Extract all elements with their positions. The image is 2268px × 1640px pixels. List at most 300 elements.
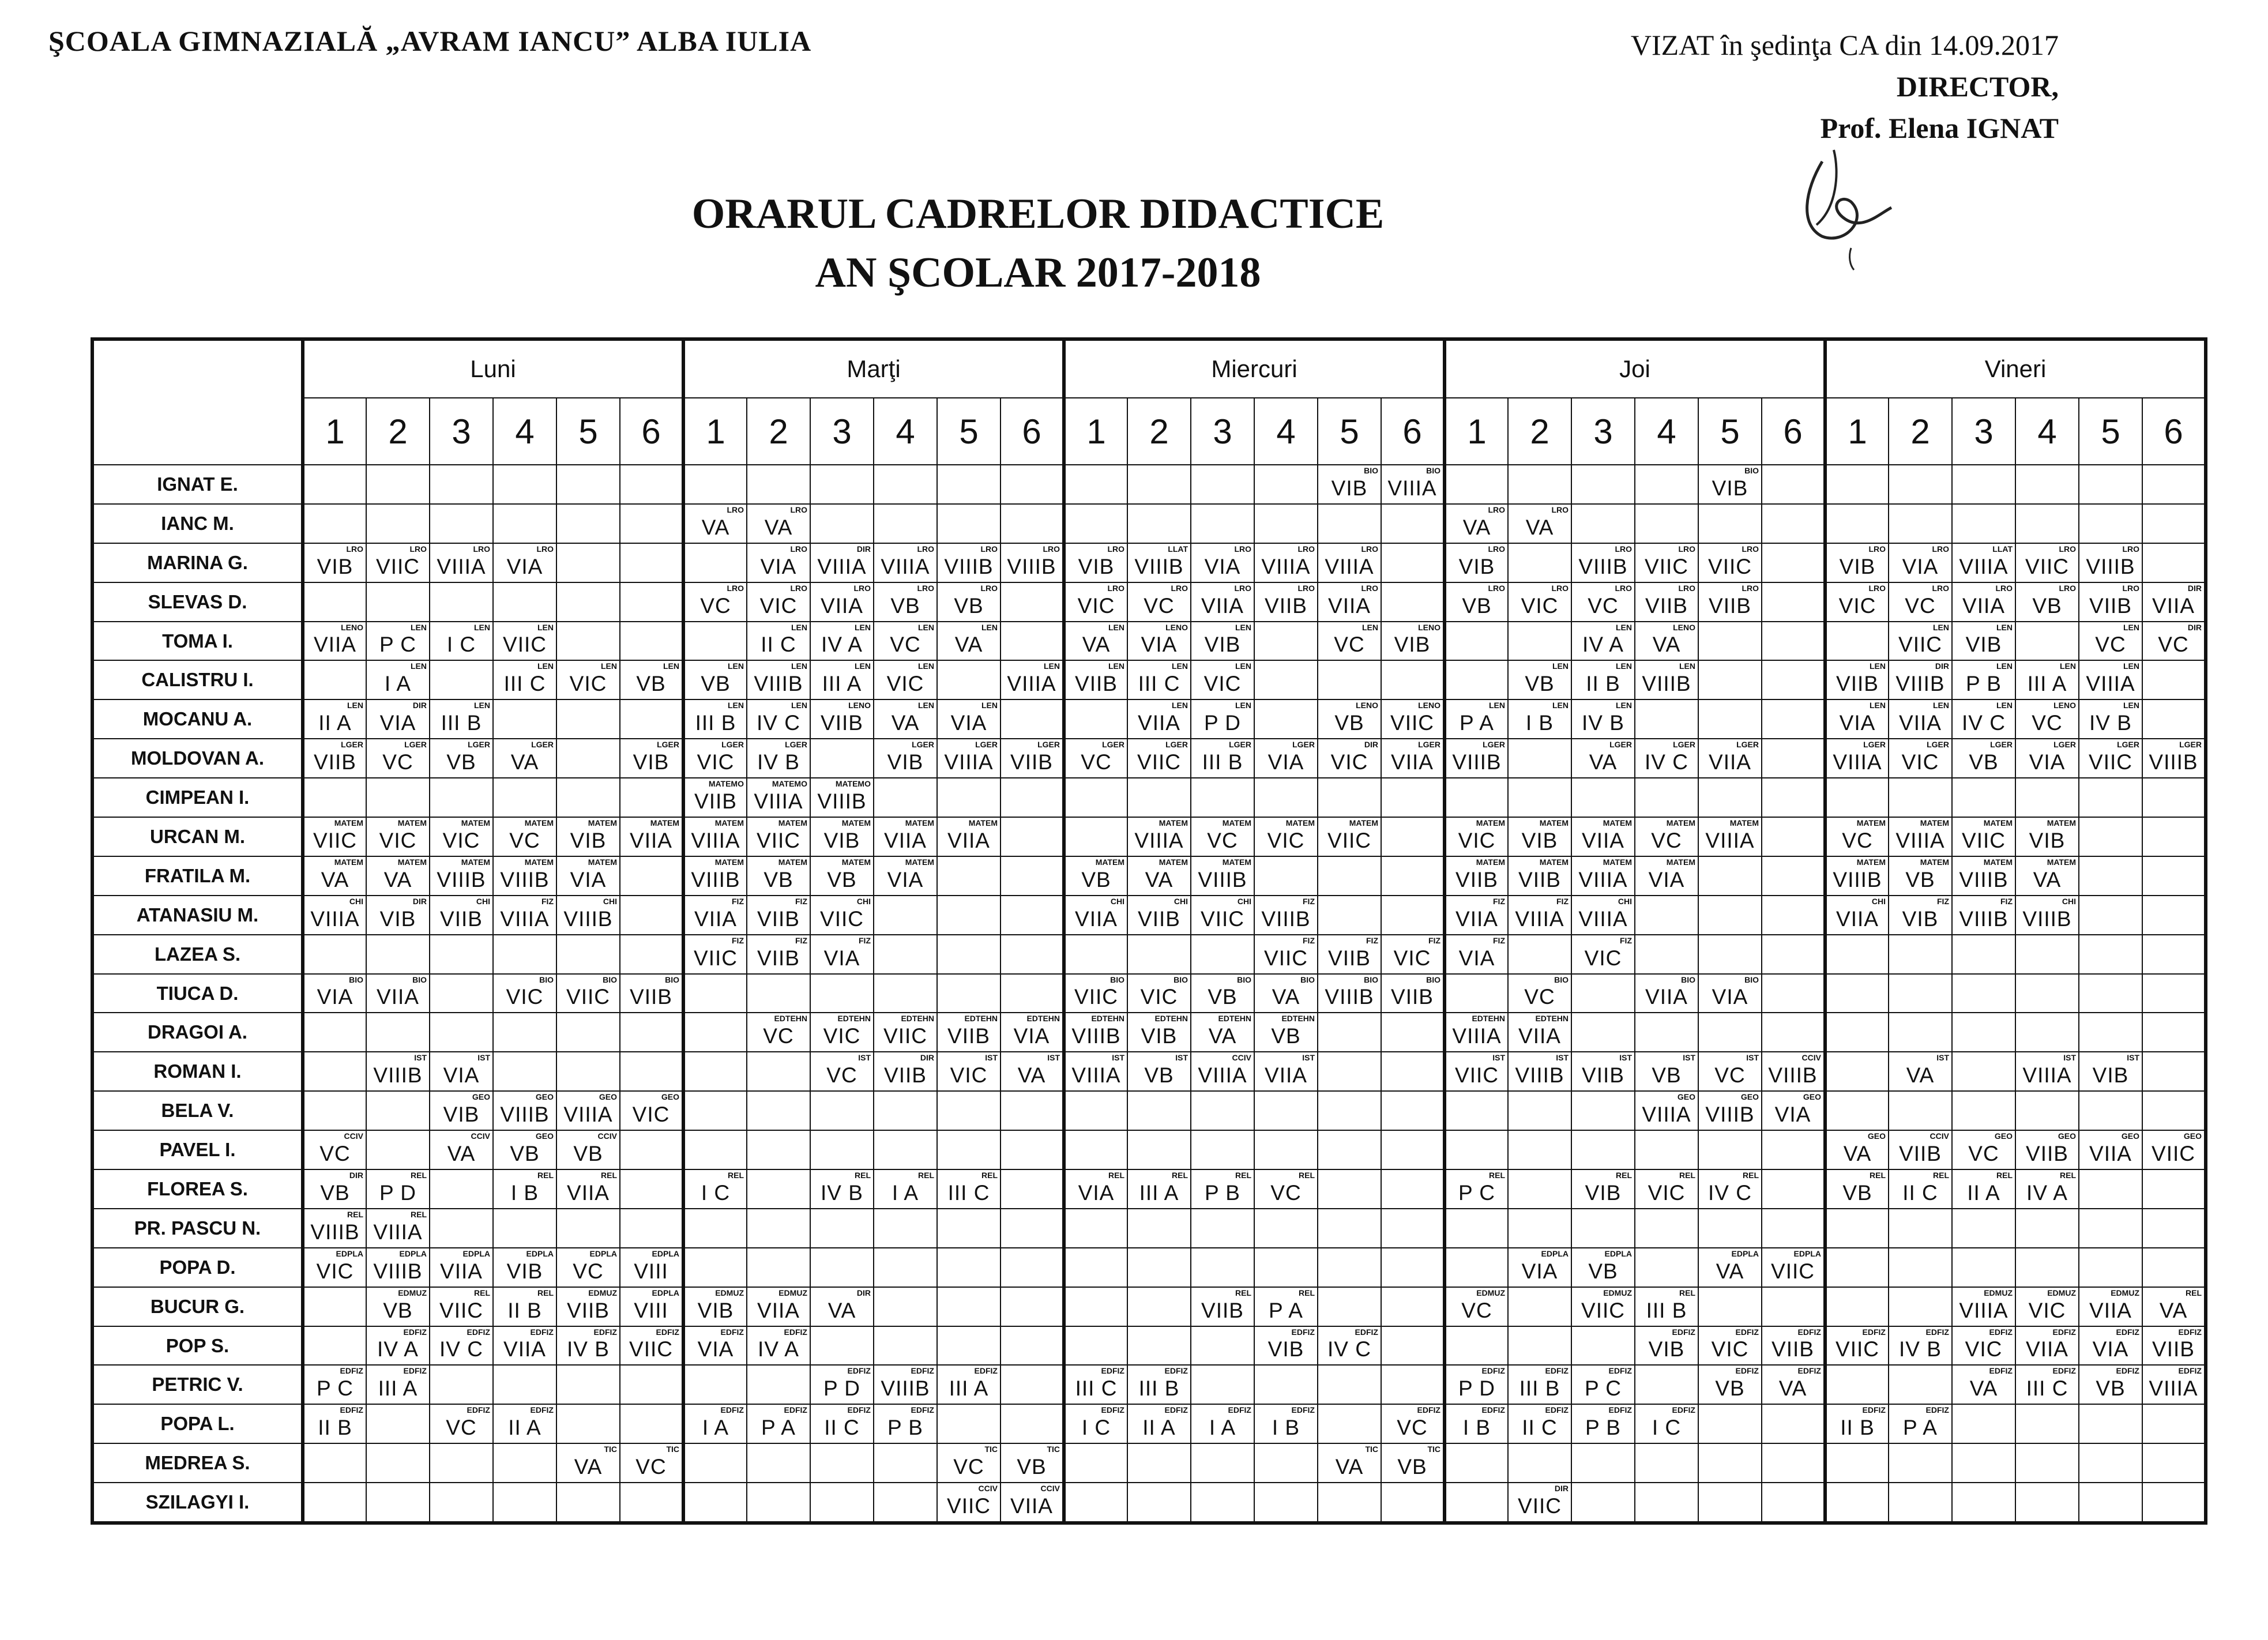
schedule-cell <box>1571 1443 1635 1483</box>
schedule-cell <box>2142 660 2206 699</box>
subject-code: REL <box>2060 1171 2076 1180</box>
schedule-cell <box>2079 582 2142 622</box>
schedule-cell <box>747 778 810 817</box>
subject-code: FIZ <box>541 896 554 906</box>
class-code: VIIB <box>2089 593 2132 618</box>
schedule-cell <box>2015 543 2079 582</box>
subject-code: GEO <box>2121 1131 2139 1141</box>
class-code: IV C <box>1708 1180 1752 1205</box>
schedule-cell <box>1127 582 1191 622</box>
class-code: P A <box>1460 711 1494 735</box>
schedule-cell <box>556 739 620 778</box>
schedule-cell <box>620 543 683 582</box>
approval-date: VIZAT în şedinţa CA din 14.09.2017 <box>1630 29 2059 61</box>
subject-code: REL <box>1996 1171 2013 1180</box>
class-code: VB <box>383 1298 413 1322</box>
subject-code: EDFIZ <box>2178 1327 2202 1337</box>
schedule-cell <box>747 699 810 739</box>
schedule-cell <box>1381 1091 1445 1130</box>
schedule-cell <box>683 739 747 778</box>
class-code: VIA <box>697 1337 734 1361</box>
subject-code: EDTEHN <box>1472 1014 1505 1024</box>
class-code: VIIIB <box>1198 867 1247 892</box>
schedule-cell <box>493 1404 556 1443</box>
schedule-cell <box>1762 896 1825 935</box>
subject-code: LEN <box>1996 622 2013 632</box>
schedule-cell <box>1445 935 1508 974</box>
schedule-cell <box>1889 1248 1952 1287</box>
schedule-cell <box>1635 465 1698 504</box>
schedule-cell <box>683 699 747 739</box>
subject-code: LEN <box>918 701 934 710</box>
schedule-cell <box>937 1169 1001 1209</box>
schedule-cell <box>1001 1013 1064 1052</box>
schedule-cell <box>810 896 874 935</box>
subject-code: REL <box>981 1171 998 1180</box>
schedule-cell <box>1318 465 1381 504</box>
schedule-cell <box>303 543 366 582</box>
schedule-cell <box>556 582 620 622</box>
teacher-name: MARINA G. <box>92 543 303 582</box>
schedule-cell <box>620 1013 683 1052</box>
schedule-cell <box>1064 1091 1127 1130</box>
schedule-cell <box>1635 1326 1698 1366</box>
schedule-cell <box>2142 739 2206 778</box>
class-code: VB <box>1017 1455 1047 1479</box>
class-code: VIIB <box>757 906 800 931</box>
schedule-cell <box>1635 1091 1698 1130</box>
subject-code: LRO <box>1551 505 1569 514</box>
class-code: VIIB <box>2026 1142 2068 1166</box>
schedule-cell <box>1508 856 1571 896</box>
schedule-cell <box>1635 1443 1698 1483</box>
schedule-cell <box>683 465 747 504</box>
schedule-cell <box>303 817 366 856</box>
subject-code: MATEM <box>650 818 679 828</box>
schedule-cell <box>1381 1287 1445 1326</box>
schedule-cell <box>874 660 937 699</box>
class-code: VIIIB <box>1642 672 1691 696</box>
class-code: VIC <box>1648 1180 1686 1205</box>
subject-code: LRO <box>1868 583 1886 593</box>
class-code: VIIC <box>1518 1494 1562 1518</box>
class-code: VIB <box>1965 633 2002 657</box>
subject-code: LLAT <box>1992 544 2013 554</box>
schedule-cell <box>683 660 747 699</box>
teacher-name: LAZEA S. <box>92 935 303 974</box>
schedule-cell <box>683 778 747 817</box>
schedule-cell <box>810 817 874 856</box>
subject-code: LRO <box>346 544 363 554</box>
class-code: P A <box>1269 1298 1303 1322</box>
schedule-cell <box>1635 896 1698 935</box>
subject-code: MATEM <box>1159 857 1188 867</box>
subject-code: GEO <box>599 1092 617 1102</box>
schedule-cell <box>1952 1052 2015 1091</box>
subject-code: EDMUZ <box>1476 1288 1505 1297</box>
schedule-cell <box>1318 856 1381 896</box>
subject-code: MATEM <box>714 857 744 867</box>
schedule-cell <box>493 778 556 817</box>
schedule-cell <box>1001 1248 1064 1287</box>
schedule-cell <box>683 974 747 1013</box>
subject-code: EDMUZ <box>1984 1288 2013 1297</box>
schedule-cell <box>1825 465 1889 504</box>
subject-code: IST <box>1175 1053 1188 1063</box>
class-code: VIB <box>1712 476 1748 500</box>
class-code: VIIB <box>1899 1142 1942 1166</box>
schedule-cell <box>1254 465 1318 504</box>
subject-code: BIO <box>665 975 679 984</box>
slot-number: 6 <box>620 398 683 465</box>
subject-code: REL <box>411 1209 427 1219</box>
schedule-cell <box>1571 622 1635 661</box>
schedule-cell <box>1254 660 1318 699</box>
schedule-cell <box>1254 739 1318 778</box>
class-code: VA <box>1462 515 1491 539</box>
schedule-cell <box>2079 1404 2142 1443</box>
subject-code: LRO <box>2122 544 2139 554</box>
class-code: VIC <box>1584 946 1622 970</box>
subject-code: BIO <box>1300 975 1315 984</box>
subject-code: LGER <box>1418 740 1440 750</box>
subject-code: MATEM <box>1349 818 1378 828</box>
schedule-cell <box>1445 778 1508 817</box>
class-code: VB <box>1905 867 1935 892</box>
subject-code: LRO <box>980 544 998 554</box>
schedule-cell <box>1825 896 1889 935</box>
teacher-row <box>92 582 2206 622</box>
subject-code: LEN <box>728 661 744 671</box>
class-code: VIIA <box>947 828 990 852</box>
class-code: VC <box>1651 828 1682 852</box>
schedule-cell <box>1635 1013 1698 1052</box>
schedule-cell <box>1064 504 1127 543</box>
class-code: VIIC <box>1327 828 1371 852</box>
schedule-cell <box>1952 1483 2015 1523</box>
subject-code: LRO <box>2122 583 2139 593</box>
class-code: VA <box>1335 1455 1364 1479</box>
schedule-cell <box>1001 1326 1064 1366</box>
class-code: VIC <box>1901 750 1939 774</box>
schedule-cell <box>1191 817 1254 856</box>
class-code: VB <box>1397 1455 1427 1479</box>
subject-code: MATEM <box>1603 857 1632 867</box>
class-code: VIIIA <box>1578 906 1628 931</box>
schedule-cell <box>2015 974 2079 1013</box>
day-header: Vineri <box>1825 339 2206 398</box>
schedule-cell <box>2142 817 2206 856</box>
class-code: I B <box>1272 1416 1300 1440</box>
subject-code: CHI <box>603 896 617 906</box>
class-code: VIIA <box>1075 906 1118 931</box>
class-code: VC <box>382 750 413 774</box>
schedule-cell <box>493 582 556 622</box>
subject-code: LEN <box>601 661 617 671</box>
schedule-cell <box>874 778 937 817</box>
class-code: VIIIB <box>373 1259 423 1283</box>
schedule-cell <box>1762 1091 1825 1130</box>
subject-code: REL <box>855 1171 871 1180</box>
class-code: VIIB <box>440 906 483 931</box>
schedule-cell <box>1064 1326 1127 1366</box>
schedule-cell <box>1318 1326 1381 1366</box>
schedule-cell <box>1698 739 1762 778</box>
schedule-cell <box>1571 896 1635 935</box>
schedule-cell <box>1318 739 1381 778</box>
class-code: VIIA <box>1201 593 1244 618</box>
subject-code: REL <box>2186 1288 2202 1297</box>
schedule-cell <box>1952 778 2015 817</box>
schedule-cell <box>1508 739 1571 778</box>
class-code: VIB <box>2092 1063 2129 1088</box>
class-code: VIIC <box>1645 554 1688 578</box>
schedule-cell <box>1952 896 2015 935</box>
class-code: VIC <box>1077 593 1115 618</box>
schedule-cell <box>556 1404 620 1443</box>
class-code: III B <box>1202 750 1243 774</box>
subject-code: REL <box>918 1171 934 1180</box>
subject-code: EDFIZ <box>1672 1405 1695 1415</box>
schedule-cell <box>493 1287 556 1326</box>
schedule-cell <box>1381 1443 1445 1483</box>
subject-code: REL <box>1108 1171 1124 1180</box>
schedule-cell <box>747 1404 810 1443</box>
slot-number: 4 <box>1254 398 1318 465</box>
subject-code: EDMUZ <box>778 1288 807 1297</box>
schedule-cell <box>1952 974 2015 1013</box>
schedule-cell <box>1635 504 1698 543</box>
subject-code: MATEM <box>1603 818 1632 828</box>
schedule-cell <box>1318 1365 1381 1404</box>
teacher-name: MEDREA S. <box>92 1443 303 1483</box>
subject-code: LGER <box>2179 740 2202 750</box>
class-code: VIIC <box>313 828 357 852</box>
subject-code: LEN <box>2060 661 2076 671</box>
schedule-cell <box>1762 1130 1825 1169</box>
subject-code: EDTEHN <box>774 1014 807 1024</box>
subject-code: EDFIZ <box>1101 1366 1124 1376</box>
schedule-cell <box>1889 1287 1952 1326</box>
slot-number: 3 <box>1191 398 1254 465</box>
class-code: VC <box>1397 1416 1428 1440</box>
slot-number: 1 <box>1064 398 1127 465</box>
subject-code: EDFIZ <box>656 1327 679 1337</box>
class-code: VC <box>763 1024 794 1048</box>
schedule-cell <box>1698 465 1762 504</box>
schedule-cell <box>874 622 937 661</box>
document-title <box>519 185 1557 302</box>
schedule-cell <box>1254 504 1318 543</box>
subject-code: EDMUZ <box>715 1288 744 1297</box>
schedule-cell <box>1318 1169 1381 1209</box>
schedule-cell <box>1889 1209 1952 1248</box>
teacher-name: MOLDOVAN A. <box>92 739 303 778</box>
schedule-cell <box>1381 582 1445 622</box>
subject-code: EDPLA <box>336 1248 363 1258</box>
schedule-cell <box>1635 1287 1698 1326</box>
schedule-cell <box>1825 1365 1889 1404</box>
subject-code: EDFIZ <box>974 1366 998 1376</box>
class-code: VIIB <box>1771 1337 1814 1361</box>
schedule-cell <box>1191 465 1254 504</box>
subject-code: MATEMO <box>835 779 871 789</box>
schedule-cell <box>2015 935 2079 974</box>
class-code: VIIIA <box>2022 1063 2072 1088</box>
schedule-cell <box>1952 1130 2015 1169</box>
class-code: VA <box>828 1298 856 1322</box>
schedule-cell <box>1698 660 1762 699</box>
subject-code: LRO <box>1995 583 2013 593</box>
class-code: VB <box>1652 1063 1682 1088</box>
subject-code: LRO <box>536 544 554 554</box>
subject-code: MATEM <box>1920 857 1949 867</box>
schedule-cell <box>874 699 937 739</box>
schedule-cell <box>1825 582 1889 622</box>
teacher-row <box>92 1365 2206 1404</box>
schedule-cell <box>2079 1130 2142 1169</box>
schedule-cell <box>620 1248 683 1287</box>
schedule-cell <box>1001 1365 1064 1404</box>
schedule-cell <box>1064 1209 1127 1248</box>
director-label: DIRECTOR, <box>1896 70 2059 103</box>
schedule-cell <box>620 504 683 543</box>
schedule-cell <box>1254 1483 1318 1523</box>
subject-code: LEN <box>981 701 998 710</box>
class-code: IV A <box>1582 633 1624 657</box>
schedule-cell <box>620 935 683 974</box>
teacher-name: ATANASIU M. <box>92 896 303 935</box>
schedule-cell <box>1127 935 1191 974</box>
subject-code: MATEM <box>841 857 871 867</box>
class-code: VIIC <box>376 554 420 578</box>
schedule-cell <box>493 1365 556 1404</box>
subject-code: EDTEHN <box>1281 1014 1315 1024</box>
schedule-cell <box>1191 974 1254 1013</box>
class-code: I A <box>1209 1416 1236 1440</box>
schedule-cell <box>874 1091 937 1130</box>
subject-code: MATEM <box>397 857 427 867</box>
teacher-name: DRAGOI A. <box>92 1013 303 1052</box>
schedule-cell <box>1762 1365 1825 1404</box>
schedule-cell <box>366 1209 430 1248</box>
class-code: VIIA <box>1138 711 1180 735</box>
subject-code: CHI <box>1871 896 1886 906</box>
subject-code: LEN <box>411 661 427 671</box>
class-code: VC <box>1144 593 1175 618</box>
schedule-cell <box>430 1404 493 1443</box>
schedule-cell <box>810 1326 874 1366</box>
schedule-cell <box>366 896 430 935</box>
subject-code: EDFIZ <box>784 1405 807 1415</box>
schedule-cell <box>493 1483 556 1523</box>
class-code: IV B <box>821 1180 863 1205</box>
schedule-cell <box>1825 660 1889 699</box>
schedule-cell <box>874 504 937 543</box>
schedule-cell <box>1825 543 1889 582</box>
subject-code: LGER <box>1483 740 1505 750</box>
class-code: I C <box>446 633 476 657</box>
subject-code: IST <box>1112 1053 1124 1063</box>
schedule-cell <box>2142 935 2206 974</box>
schedule-cell <box>1127 1130 1191 1169</box>
class-code: VA <box>2033 867 2062 892</box>
schedule-cell <box>1381 778 1445 817</box>
subject-code: EDTEHN <box>1026 1014 1060 1024</box>
schedule-cell <box>683 1326 747 1366</box>
schedule-cell <box>1952 856 2015 896</box>
schedule-cell <box>1381 699 1445 739</box>
schedule-cell <box>1635 1169 1698 1209</box>
schedule-cell <box>747 974 810 1013</box>
schedule-cell <box>556 1209 620 1248</box>
subject-code: CCIV <box>1930 1131 1949 1141</box>
schedule-cell <box>937 935 1001 974</box>
subject-code: MATEM <box>1666 818 1695 828</box>
schedule-cell <box>620 1287 683 1326</box>
schedule-cell <box>1698 1443 1762 1483</box>
schedule-cell <box>620 974 683 1013</box>
subject-code: EDTEHN <box>964 1014 998 1024</box>
slot-number: 2 <box>1508 398 1571 465</box>
subject-code: MATEM <box>1539 818 1569 828</box>
schedule-cell <box>1508 543 1571 582</box>
schedule-cell <box>2015 739 2079 778</box>
schedule-cell <box>1825 856 1889 896</box>
class-code: VC <box>1588 593 1619 618</box>
timetable-grid <box>91 337 2207 1525</box>
class-code: VA <box>1716 1259 1744 1283</box>
schedule-cell <box>366 1013 430 1052</box>
schedule-cell <box>1001 974 1064 1013</box>
schedule-cell <box>1001 543 1064 582</box>
class-code: VIIIB <box>2022 906 2072 931</box>
schedule-cell <box>303 778 366 817</box>
schedule-cell <box>1001 1209 1064 1248</box>
schedule-cell <box>810 1404 874 1443</box>
schedule-cell <box>1508 1248 1571 1287</box>
schedule-cell <box>493 1326 556 1366</box>
class-code: VIIA <box>1582 828 1624 852</box>
class-code: VA <box>1525 515 1554 539</box>
subject-code: LEN <box>1996 661 2013 671</box>
schedule-cell <box>810 465 874 504</box>
subject-code: LEN <box>2123 622 2139 632</box>
schedule-cell <box>430 817 493 856</box>
schedule-cell <box>1254 974 1318 1013</box>
schedule-cell <box>1381 504 1445 543</box>
class-code: VIIIA <box>373 1220 423 1244</box>
teacher-name: PAVEL I. <box>92 1130 303 1169</box>
subject-code: REL <box>1235 1288 1251 1297</box>
schedule-cell <box>366 778 430 817</box>
schedule-cell <box>493 1169 556 1209</box>
schedule-cell <box>1762 1443 1825 1483</box>
schedule-cell <box>2142 1091 2206 1130</box>
teacher-row <box>92 1248 2206 1287</box>
schedule-cell <box>1445 1130 1508 1169</box>
schedule-cell <box>2015 622 2079 661</box>
schedule-cell <box>2015 660 2079 699</box>
schedule-cell <box>1635 1052 1698 1091</box>
subject-code: EDPLA <box>526 1248 554 1258</box>
class-code: VB <box>701 672 731 696</box>
class-code: VA <box>574 1455 603 1479</box>
schedule-cell <box>937 582 1001 622</box>
subject-code: LGER <box>1609 740 1632 750</box>
schedule-cell <box>2079 1248 2142 1287</box>
schedule-cell <box>1762 1013 1825 1052</box>
